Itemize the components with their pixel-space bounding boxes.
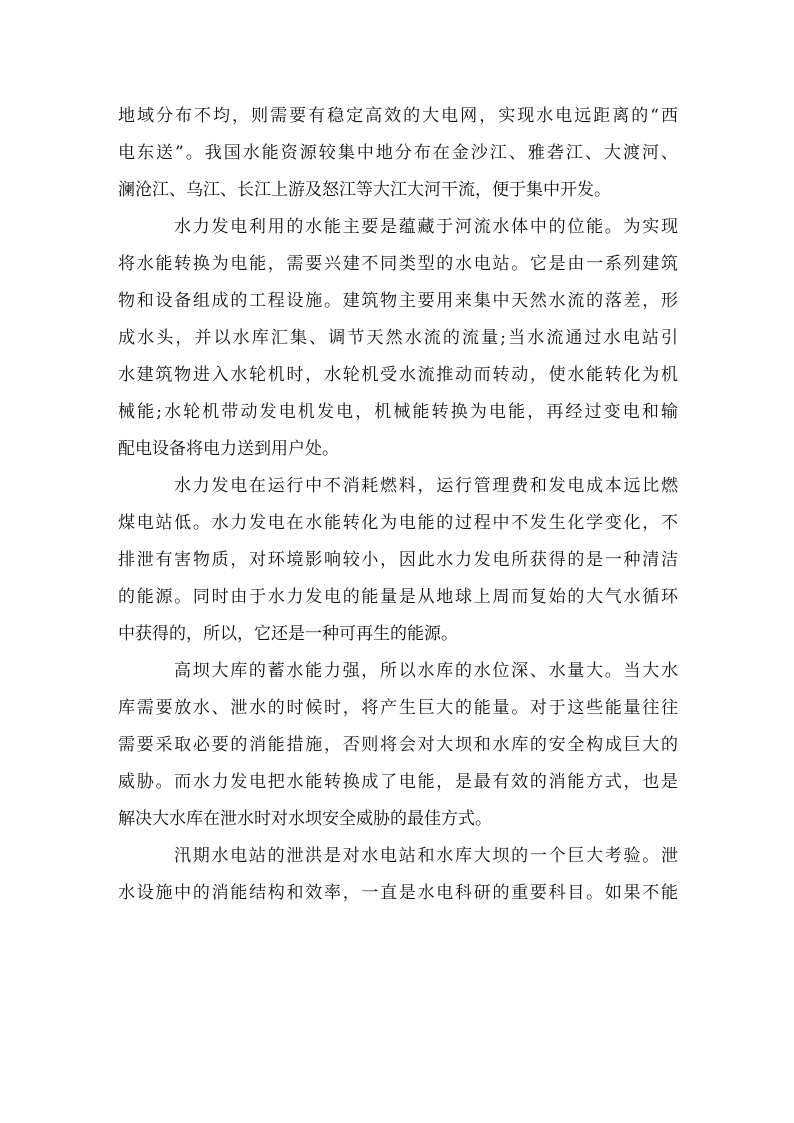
text-line: 威胁。而水力发电把水能转换成了电能，是最有效的消能方式，也是 xyxy=(118,772,678,792)
paragraph-first-line: 水力发电利用的水能主要是蕴藏于河流水体中的位能。为实现 xyxy=(174,217,678,237)
text-line: 解决大水库在泄水时对水坝安全威胁的最佳方式。 xyxy=(118,809,492,829)
text-line: 澜沧江、乌江、长江上游及怒江等大江大河干流，便于集中开发。 xyxy=(118,180,611,200)
text-line: 排泄有害物质，对环境影响较小，因此水力发电所获得的是一种清洁 xyxy=(118,550,678,570)
text-line: 电东送”。我国水能资源较集中地分布在金沙江、雅砻江、大渡河、 xyxy=(118,143,678,163)
text-line: 中获得的，所以，它还是一种可再生的能源。 xyxy=(118,624,458,644)
text-line: 地域分布不均，则需要有稳定高效的大电网，实现水电远距离的“西 xyxy=(118,106,678,126)
paragraph-first-line: 汛期水电站的泄洪是对水电站和水库大坝的一个巨大考验。泄 xyxy=(174,846,678,866)
text-line: 水设施中的消能结构和效率，一直是水电科研的重要科目。如果不能 xyxy=(118,883,678,903)
paragraph-first-line: 高坝大库的蓄水能力强，所以水库的水位深、水量大。当大水 xyxy=(174,661,678,681)
text-line: 的能源。同时由于水力发电的能量是从地球上周而复始的大气水循环 xyxy=(118,587,678,607)
text-line: 煤电站低。水力发电在水能转化为电能的过程中不发生化学变化，不 xyxy=(118,513,678,533)
text-line: 械能;水轮机带动发电机发电，机械能转换为电能，再经过变电和输 xyxy=(118,402,678,422)
text-line: 将水能转换为电能，需要兴建不同类型的水电站。它是由一系列建筑 xyxy=(118,254,678,274)
text-line: 物和设备组成的工程设施。建筑物主要用来集中天然水流的落差，形 xyxy=(118,291,678,311)
text-line: 配电设备将电力送到用户处。 xyxy=(118,439,339,459)
text-line: 库需要放水、泄水的时候时，将产生巨大的能量。对于这些能量往往 xyxy=(118,698,678,718)
document-body xyxy=(118,98,678,912)
text-line: 成水头，并以水库汇集、调节天然水流的流量;当水流通过水电站引 xyxy=(118,328,678,348)
text-line: 水建筑物进入水轮机时，水轮机受水流推动而转动，使水能转化为机 xyxy=(118,365,678,385)
text-line: 需要采取必要的消能措施，否则将会对大坝和水库的安全构成巨大的 xyxy=(118,735,678,755)
paragraph-first-line: 水力发电在运行中不消耗燃料，运行管理费和发电成本远比燃 xyxy=(174,476,678,496)
